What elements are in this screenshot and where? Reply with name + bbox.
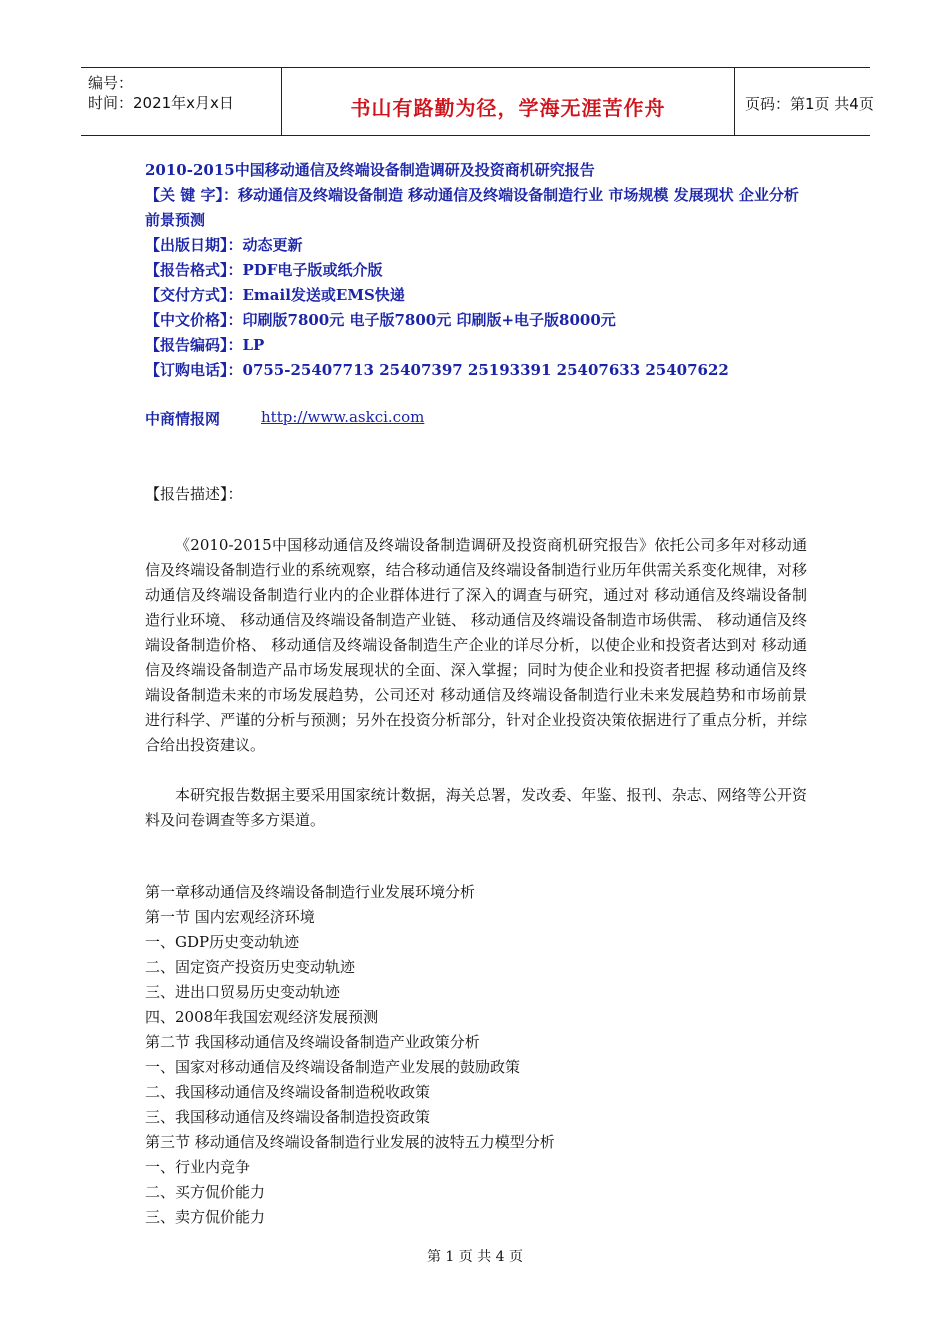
report-title: 2010-2015中国移动通信及终端设备制造调研及投资商机研究报告 bbox=[145, 161, 595, 179]
report-price: 【中文价格】：印刷版7800元 电子版7800元 印刷版+电子版8000元 bbox=[145, 311, 616, 329]
report-meta bbox=[145, 158, 815, 383]
toc-item: 第一章移动通信及终端设备制造行业发展环境分析 bbox=[145, 883, 476, 901]
serial-label: 编号： bbox=[88, 74, 134, 92]
description-paragraph-2: 本研究报告数据主要采用国家统计数据，海关总署，发改委、年鉴、报刊、杂志、网络等公开资料及问卷调查等多方渠道。 bbox=[145, 786, 807, 829]
site-line bbox=[145, 408, 425, 429]
site-url-link[interactable]: http://www.askci.com bbox=[261, 408, 425, 426]
table-of-contents bbox=[145, 880, 555, 1230]
report-publish-date: 【出版日期】：动态更新 bbox=[145, 236, 303, 254]
report-keywords: 【关 键 字】：移动通信及终端设备制造 移动通信及终端设备制造行业 市场规模 发展现状 企业分析 前景预测 bbox=[145, 186, 799, 229]
toc-item: 第三节 移动通信及终端设备制造行业发展的波特五力模型分析 bbox=[145, 1133, 555, 1151]
report-format: 【报告格式】：PDF电子版或纸介版 bbox=[145, 261, 383, 279]
date-label: 时间：2021年x月x日 bbox=[88, 94, 234, 112]
report-phone: 【订购电话】：0755-25407713 25407397 25193391 25407633 25407622 bbox=[145, 361, 729, 379]
toc-item: 三、我国移动通信及终端设备制造投资政策 bbox=[145, 1108, 431, 1126]
toc-item: 三、卖方侃价能力 bbox=[145, 1208, 266, 1226]
header-right-cell bbox=[735, 68, 874, 135]
report-delivery: 【交付方式】：Email发送或EMS快递 bbox=[145, 286, 405, 304]
header-table bbox=[81, 67, 874, 136]
toc-item: 第一节 国内宏观经济环境 bbox=[145, 908, 315, 926]
toc-item: 二、我国移动通信及终端设备制造税收政策 bbox=[145, 1083, 431, 1101]
header-left-cell bbox=[81, 68, 281, 135]
toc-item: 三、进出口贸易历史变动轨迹 bbox=[145, 983, 341, 1001]
toc-item: 一、国家对移动通信及终端设备制造产业发展的鼓励政策 bbox=[145, 1058, 521, 1076]
toc-item: 第二节 我国移动通信及终端设备制造产业政策分析 bbox=[145, 1033, 480, 1051]
page-footer: 第 1 页 共 4 页 bbox=[426, 1249, 524, 1265]
site-name: 中商情报网 bbox=[145, 410, 221, 428]
toc-item: 一、GDP历史变动轨迹 bbox=[145, 933, 300, 951]
header-center-cell bbox=[281, 68, 735, 135]
toc-item: 二、固定资产投资历史变动轨迹 bbox=[145, 958, 356, 976]
motto: 书山有路勤为径，学海无涯苦作舟 bbox=[350, 96, 666, 120]
description-paragraph-1: 《2010-2015中国移动通信及终端设备制造调研及投资商机研究报告》依托公司多年对移动通信及终端设备制造行业的系统观察，结合移动通信及终端设备制造行业历年供需关系变化规律，对移动通信及终端设备制造行业内的企业群体进行了深入的调查与研究，通过对 移动通信及终端设备制造行业环境、 移动通信及终端设备制造产业链、 移动通信及终端设备制造市场供需、 移动通信及终端设备制造价格、 移动通信及终端设备制造生产企业的详尽分析，以使企业和投资者达到对 移动通信及终端设备制造产品市场发展现状的全面、深入掌握；同时为使企业和投资者把握 移动通信及终端设备制造未来的市场发展趋势，公司还对 移动通信及终端设备制造行业未来发展趋势和市场前景进行科学、严谨的分析与预测；另外在投资分析部分，针对企业投资决策依据进行了重点分析，并综合给出投资建议。 bbox=[145, 536, 807, 754]
toc-item: 一、行业内竞争 bbox=[145, 1158, 251, 1176]
toc-item: 四、2008年我国宏观经济发展预测 bbox=[145, 1008, 379, 1026]
page-info: 页码：第1页 共4页 bbox=[745, 95, 874, 113]
toc-item: 二、买方侃价能力 bbox=[145, 1183, 266, 1201]
description-heading: 【报告描述】： bbox=[145, 485, 243, 503]
report-code: 【报告编码】：LP bbox=[145, 336, 265, 354]
